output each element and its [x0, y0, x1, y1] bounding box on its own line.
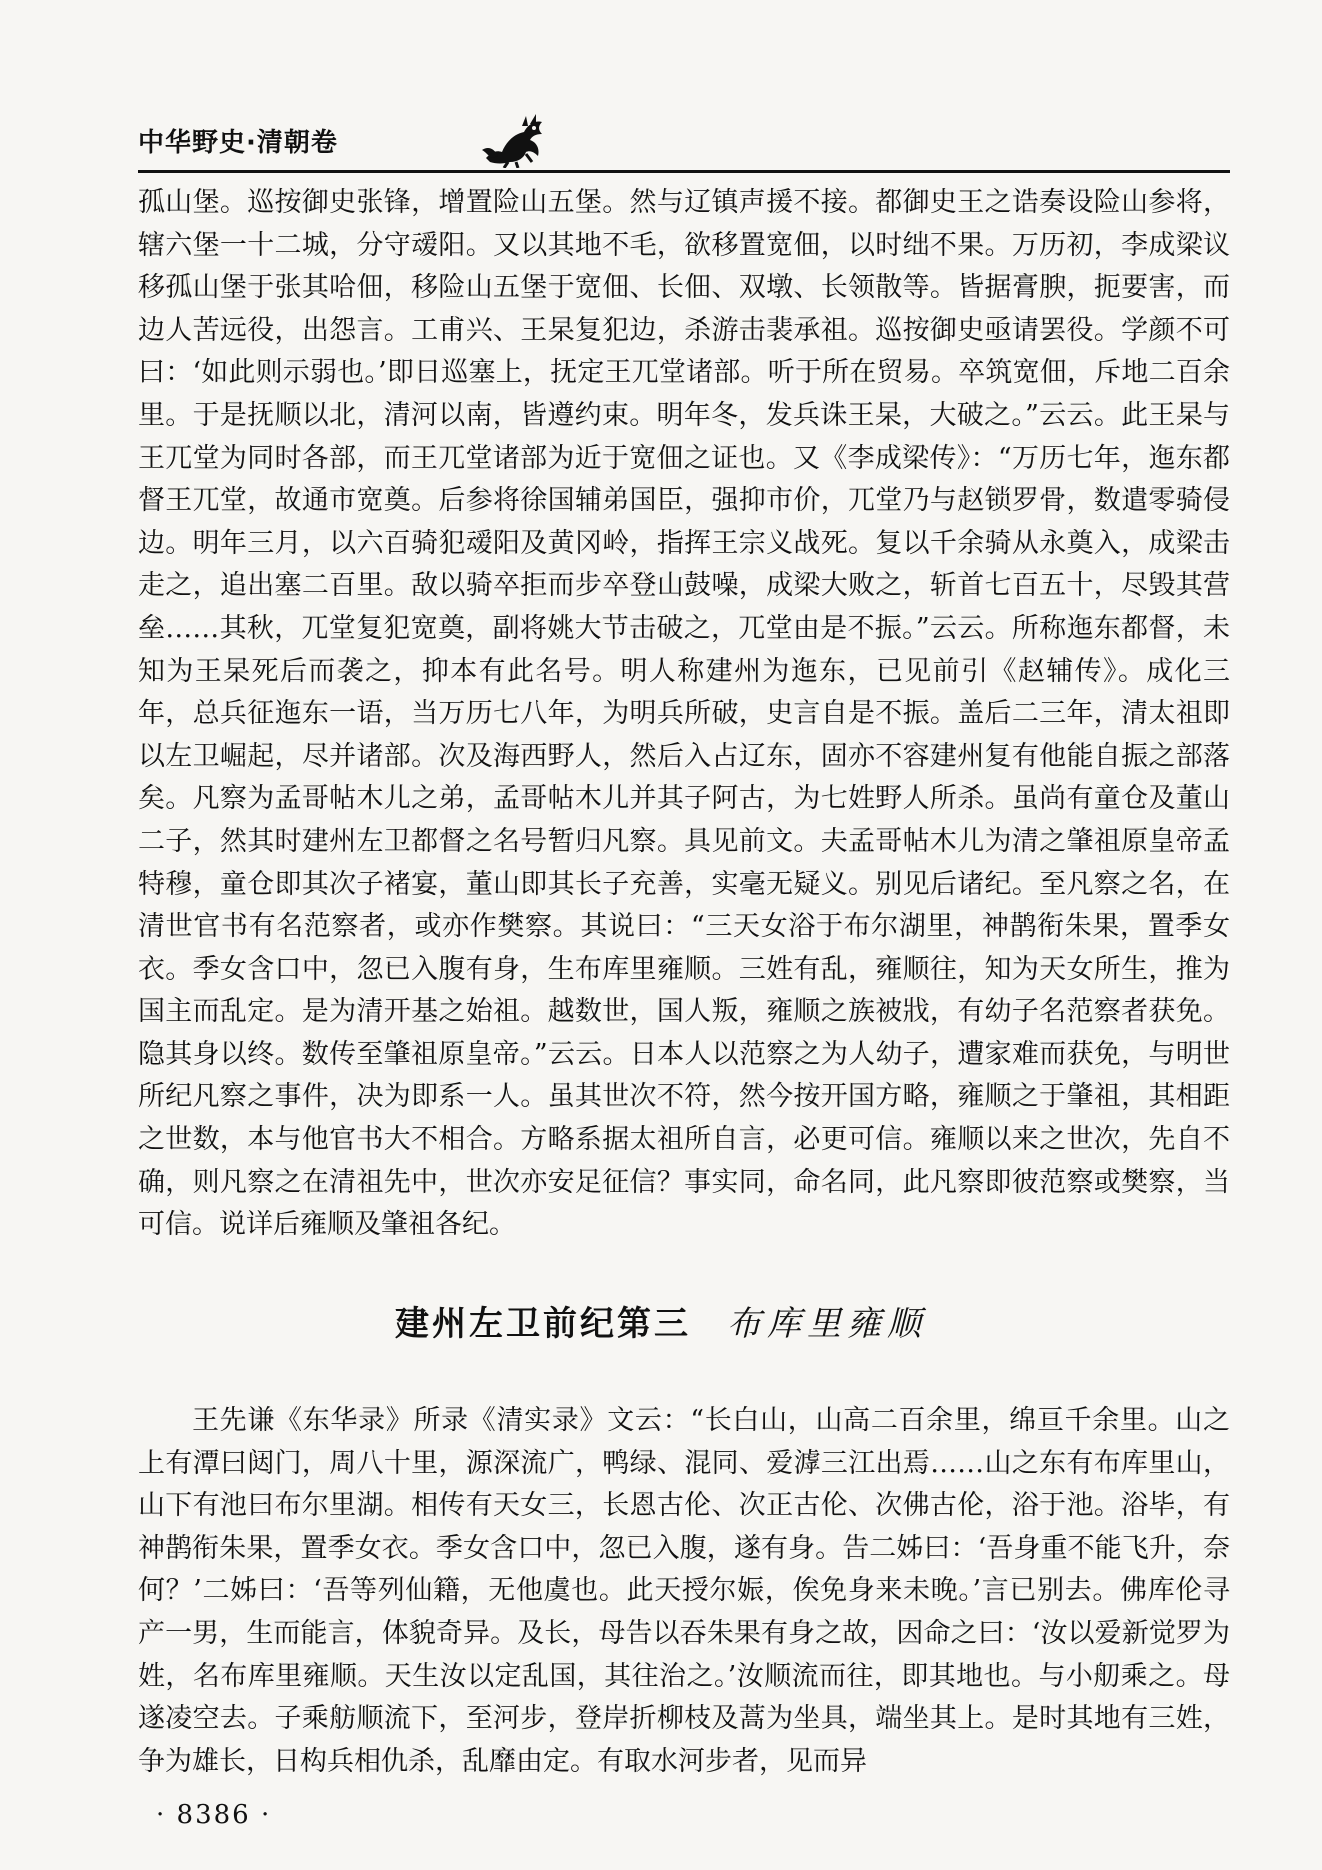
section-subtitle: 布库里雍顺 [727, 1304, 927, 1344]
section-body-text [138, 1400, 1230, 1783]
body-text [138, 182, 1230, 1247]
section-title: 建州左卫前纪第三 [395, 1304, 691, 1344]
page-header [138, 112, 1228, 168]
body-paragraph: 孤山堡。巡按御史张锋，增置险山五堡。然与辽镇声援不接。都御史王之诰奏设险山参将，辖六堡一十二城，分守叆阳。又以其地不毛，欲移置宽佃，以时绌不果。万历初，李成梁议移孤山堡于张其哈佃，移险山五堡于宽佃、长佃、双墩、长领散等。皆据膏腴，扼要害，而边人苦远役，出怨言。工甫兴、王杲复犯边，杀游击裴承祖。巡按御史亟请罢役。学颜不可曰：‘如此则示弱也。’即日巡塞上，抚定王兀堂诸部。听于所在贸易。卒筑宽佃，斥地二百余里。于是抚顺以北，清河以南，皆遵约束。明年冬，发兵诛王杲，大破之。”云云。此王杲与王兀堂为同时各部，而王兀堂诸部为近于宽佃之证也。又《李成梁传》：“万历七年，迤东都督王兀堂，故通市宽奠。后参将徐国辅弟国臣，强抑市价，兀堂乃与赵锁罗骨，数遣零骑侵边。明年三月，以六百骑犯叆阳及黄冈岭，指挥王宗义战死。复以千余骑从永奠入，成梁击走之，追出塞二百里。敌以骑卒拒而步卒登山鼓噪，成梁大败之，斩首七百五十，尽毁其营垒……其秋，兀堂复犯宽奠，副将姚大节击破之，兀堂由是不振。”云云。所称迤东都督，未知为王杲死后而袭之，抑本有此名号。明人称建州为迤东，已见前引《赵辅传》。成化三年，总兵征迤东一语，当万历七八年，为明兵所破，史言自是不振。盖后二三年，清太祖即以左卫崛起，尽并诸部。次及海西野人，然后入占辽东，固亦不容建州复有他能自振之部落矣。凡察为孟哥帖木儿之弟，孟哥帖木儿并其子阿古，为七姓野人所杀。虽尚有童仓及董山二子，然其时建州左卫都督之名号暂归凡察。具见前文。夫孟哥帖木儿为清之肇祖原皇帝孟特穆，童仓即其次子褚宴，董山即其长子充善，实毫无疑义。别见后诸纪。至凡察之名，在清世官书有名范察者，或亦作樊察。其说曰：“三天女浴于布尔湖里，神鹊衔朱果，置季女衣。季女含口中，忽已入腹有身，生布库里雍顺。三姓有乱，雍顺往，知为天女所生，推为国主而乱定。是为清开基之始祖。越数世，国人叛，雍顺之族被戕，有幼子名范察者获免。隐其身以终。数传至肇祖原皇帝。”云云。日本人以范察之为人幼子，遭家难而获免，与明世所纪凡察之事件，决为即系一人。虽其世次不符，然今按开国方略，雍顺之于肇祖，其相距之世数，本与他官书大不相合。方略系据太祖所自言，必更可信。雍顺以来之世次，先自不确，则凡察之在清祖先中，世次亦安足征信？事实同，命名同，此凡察即彼范察或樊察，当可信。说详后雍顺及肇祖各纪。 [138, 187, 1230, 1241]
page-number: · 8386 · [156, 1800, 272, 1830]
section-heading [0, 1296, 1322, 1345]
book-title: 中华野史·清朝卷 [138, 128, 338, 158]
section-paragraph: 王先谦《东华录》所录《清实录》文云：“长白山，山高二百余里，绵亘千余里。山之上有潭曰闼门，周八十里，源深流广，鸭绿、混同、爱滹三江出焉……山之东有布库里山，山下有池曰布尔里湖。相传有天女三，长恩古伦、次正古伦、次佛古伦，浴于池。浴毕，有神鹊衔朱果，置季女衣。季女含口中，忽已入腹，遂有身。告二姊曰：‘吾身重不能飞升，奈何？’二姊曰：‘吾等列仙籍，无他虞也。此天授尔娠，俟免身来未晚。’言已别去。佛库伦寻产一男，生而能言，体貌奇异。及长，母告以吞朱果有身之故，因命之曰：‘汝以爱新觉罗为姓，名布库里雍顺。天生汝以定乱国，其往治之。’汝顺流而往，即其地也。与小舠乘之。母遂凌空去。子乘舫顺流下，至河步，登岸折柳枝及蒿为坐具，端坐其上。是时其地有三姓，争为雄长，日构兵相仇杀，乱靡由定。有取水河步者，见而异 [138, 1405, 1230, 1777]
dragon-emblem-icon [478, 112, 552, 168]
header-rule [138, 170, 1230, 173]
